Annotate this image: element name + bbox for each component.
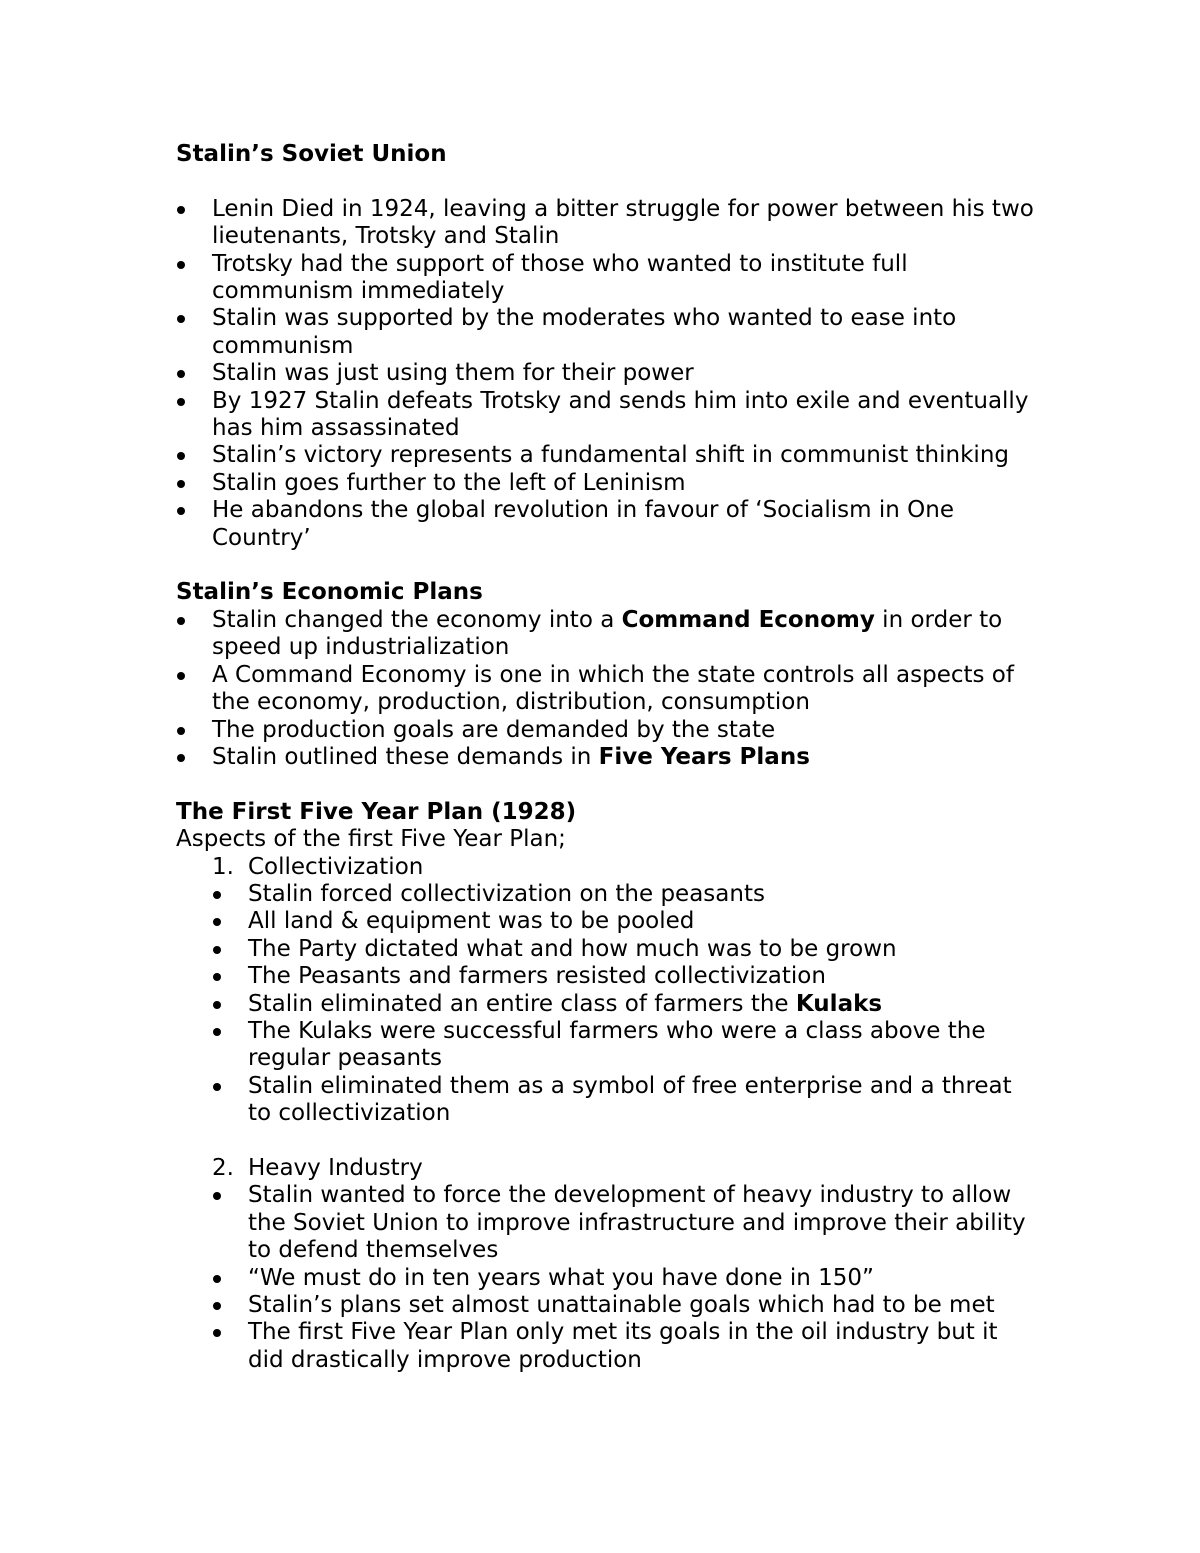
list-item: Stalin was just using them for their power bbox=[176, 360, 1036, 387]
spacer bbox=[176, 552, 1036, 579]
soviet-union-list bbox=[176, 196, 1036, 552]
list-item: Stalin wanted to force the development of heavy industry to allow the Soviet Union to improve infrastructure and improve their ability to defend themselves bbox=[176, 1182, 1036, 1264]
text-run: Stalin outlined these demands in bbox=[212, 743, 599, 770]
list-item: The Kulaks were successful farmers who were a class above the regular peasants bbox=[176, 1018, 1036, 1073]
list-item: Lenin Died in 1924, leaving a bitter struggle for power between his two lieutenants, Trotsky and Stalin bbox=[176, 196, 1036, 251]
list-item: The first Five Year Plan only met its goals in the oil industry but it did drastically improve production bbox=[176, 1319, 1036, 1374]
list-item: All land & equipment was to be pooled bbox=[176, 908, 1036, 935]
list-item: Stalin goes further to the left of Leninism bbox=[176, 470, 1036, 497]
item-number: 1. bbox=[212, 853, 234, 880]
bold-term-five-years-plans: Five Years Plans bbox=[598, 743, 810, 770]
bold-term-kulaks: Kulaks bbox=[795, 990, 883, 1017]
numbered-item-collectivization bbox=[176, 854, 1036, 881]
item-label: Collectivization bbox=[248, 853, 424, 880]
list-item: Stalin eliminated them as a symbol of free enterprise and a threat to collectivization bbox=[176, 1073, 1036, 1128]
text-run: Stalin changed the economy into a bbox=[212, 606, 622, 633]
bold-term-command-economy: Command Economy bbox=[621, 606, 875, 633]
economic-plans-list bbox=[176, 607, 1036, 771]
section-heading-economic-plans: Stalin’s Economic Plans bbox=[176, 579, 483, 606]
section-heading-first-five-year-plan: The First Five Year Plan (1928) bbox=[176, 798, 577, 825]
text-run: in order to speed up industrialization bbox=[212, 606, 1003, 661]
section-intro: Aspects of the first Five Year Plan; bbox=[176, 826, 566, 853]
list-item: A Command Economy is one in which the state controls all aspects of the economy, production, distribution, consumption bbox=[176, 662, 1036, 717]
list-item: Stalin’s victory represents a fundamental shift in communist thinking bbox=[176, 442, 1036, 469]
list-item: He abandons the global revolution in favour of ‘Socialism in One Country’ bbox=[176, 497, 1036, 552]
list-item bbox=[176, 744, 1036, 771]
section-heading-soviet-union: Stalin’s Soviet Union bbox=[176, 141, 447, 167]
item-number: 2. bbox=[212, 1154, 234, 1181]
list-item bbox=[176, 991, 1036, 1018]
list-item bbox=[176, 607, 1036, 662]
list-item: By 1927 Stalin defeats Trotsky and sends him into exile and eventually has him assassinated bbox=[176, 388, 1036, 443]
list-item: The production goals are demanded by the state bbox=[176, 717, 1036, 744]
list-item: Stalin’s plans set almost unattainable goals which had to be met bbox=[176, 1292, 1036, 1319]
list-item: The Party dictated what and how much was to be grown bbox=[176, 936, 1036, 963]
spacer bbox=[176, 168, 1036, 195]
document-page bbox=[176, 141, 1036, 1374]
list-item: Trotsky had the support of those who wanted to institute full communism immediately bbox=[176, 251, 1036, 306]
heavy-industry-list bbox=[176, 1182, 1036, 1374]
collectivization-list bbox=[176, 881, 1036, 1128]
list-item: Stalin was supported by the moderates who wanted to ease into communism bbox=[176, 305, 1036, 360]
spacer bbox=[176, 771, 1036, 798]
text-run: Stalin eliminated an entire class of farmers the bbox=[248, 990, 796, 1017]
spacer bbox=[176, 1128, 1036, 1155]
list-item: Stalin forced collectivization on the peasants bbox=[176, 881, 1036, 908]
list-item: The Peasants and farmers resisted collectivization bbox=[176, 963, 1036, 990]
item-label: Heavy Industry bbox=[248, 1154, 423, 1181]
list-item: “We must do in ten years what you have done in 150” bbox=[176, 1265, 1036, 1292]
numbered-item-heavy-industry bbox=[176, 1155, 1036, 1182]
